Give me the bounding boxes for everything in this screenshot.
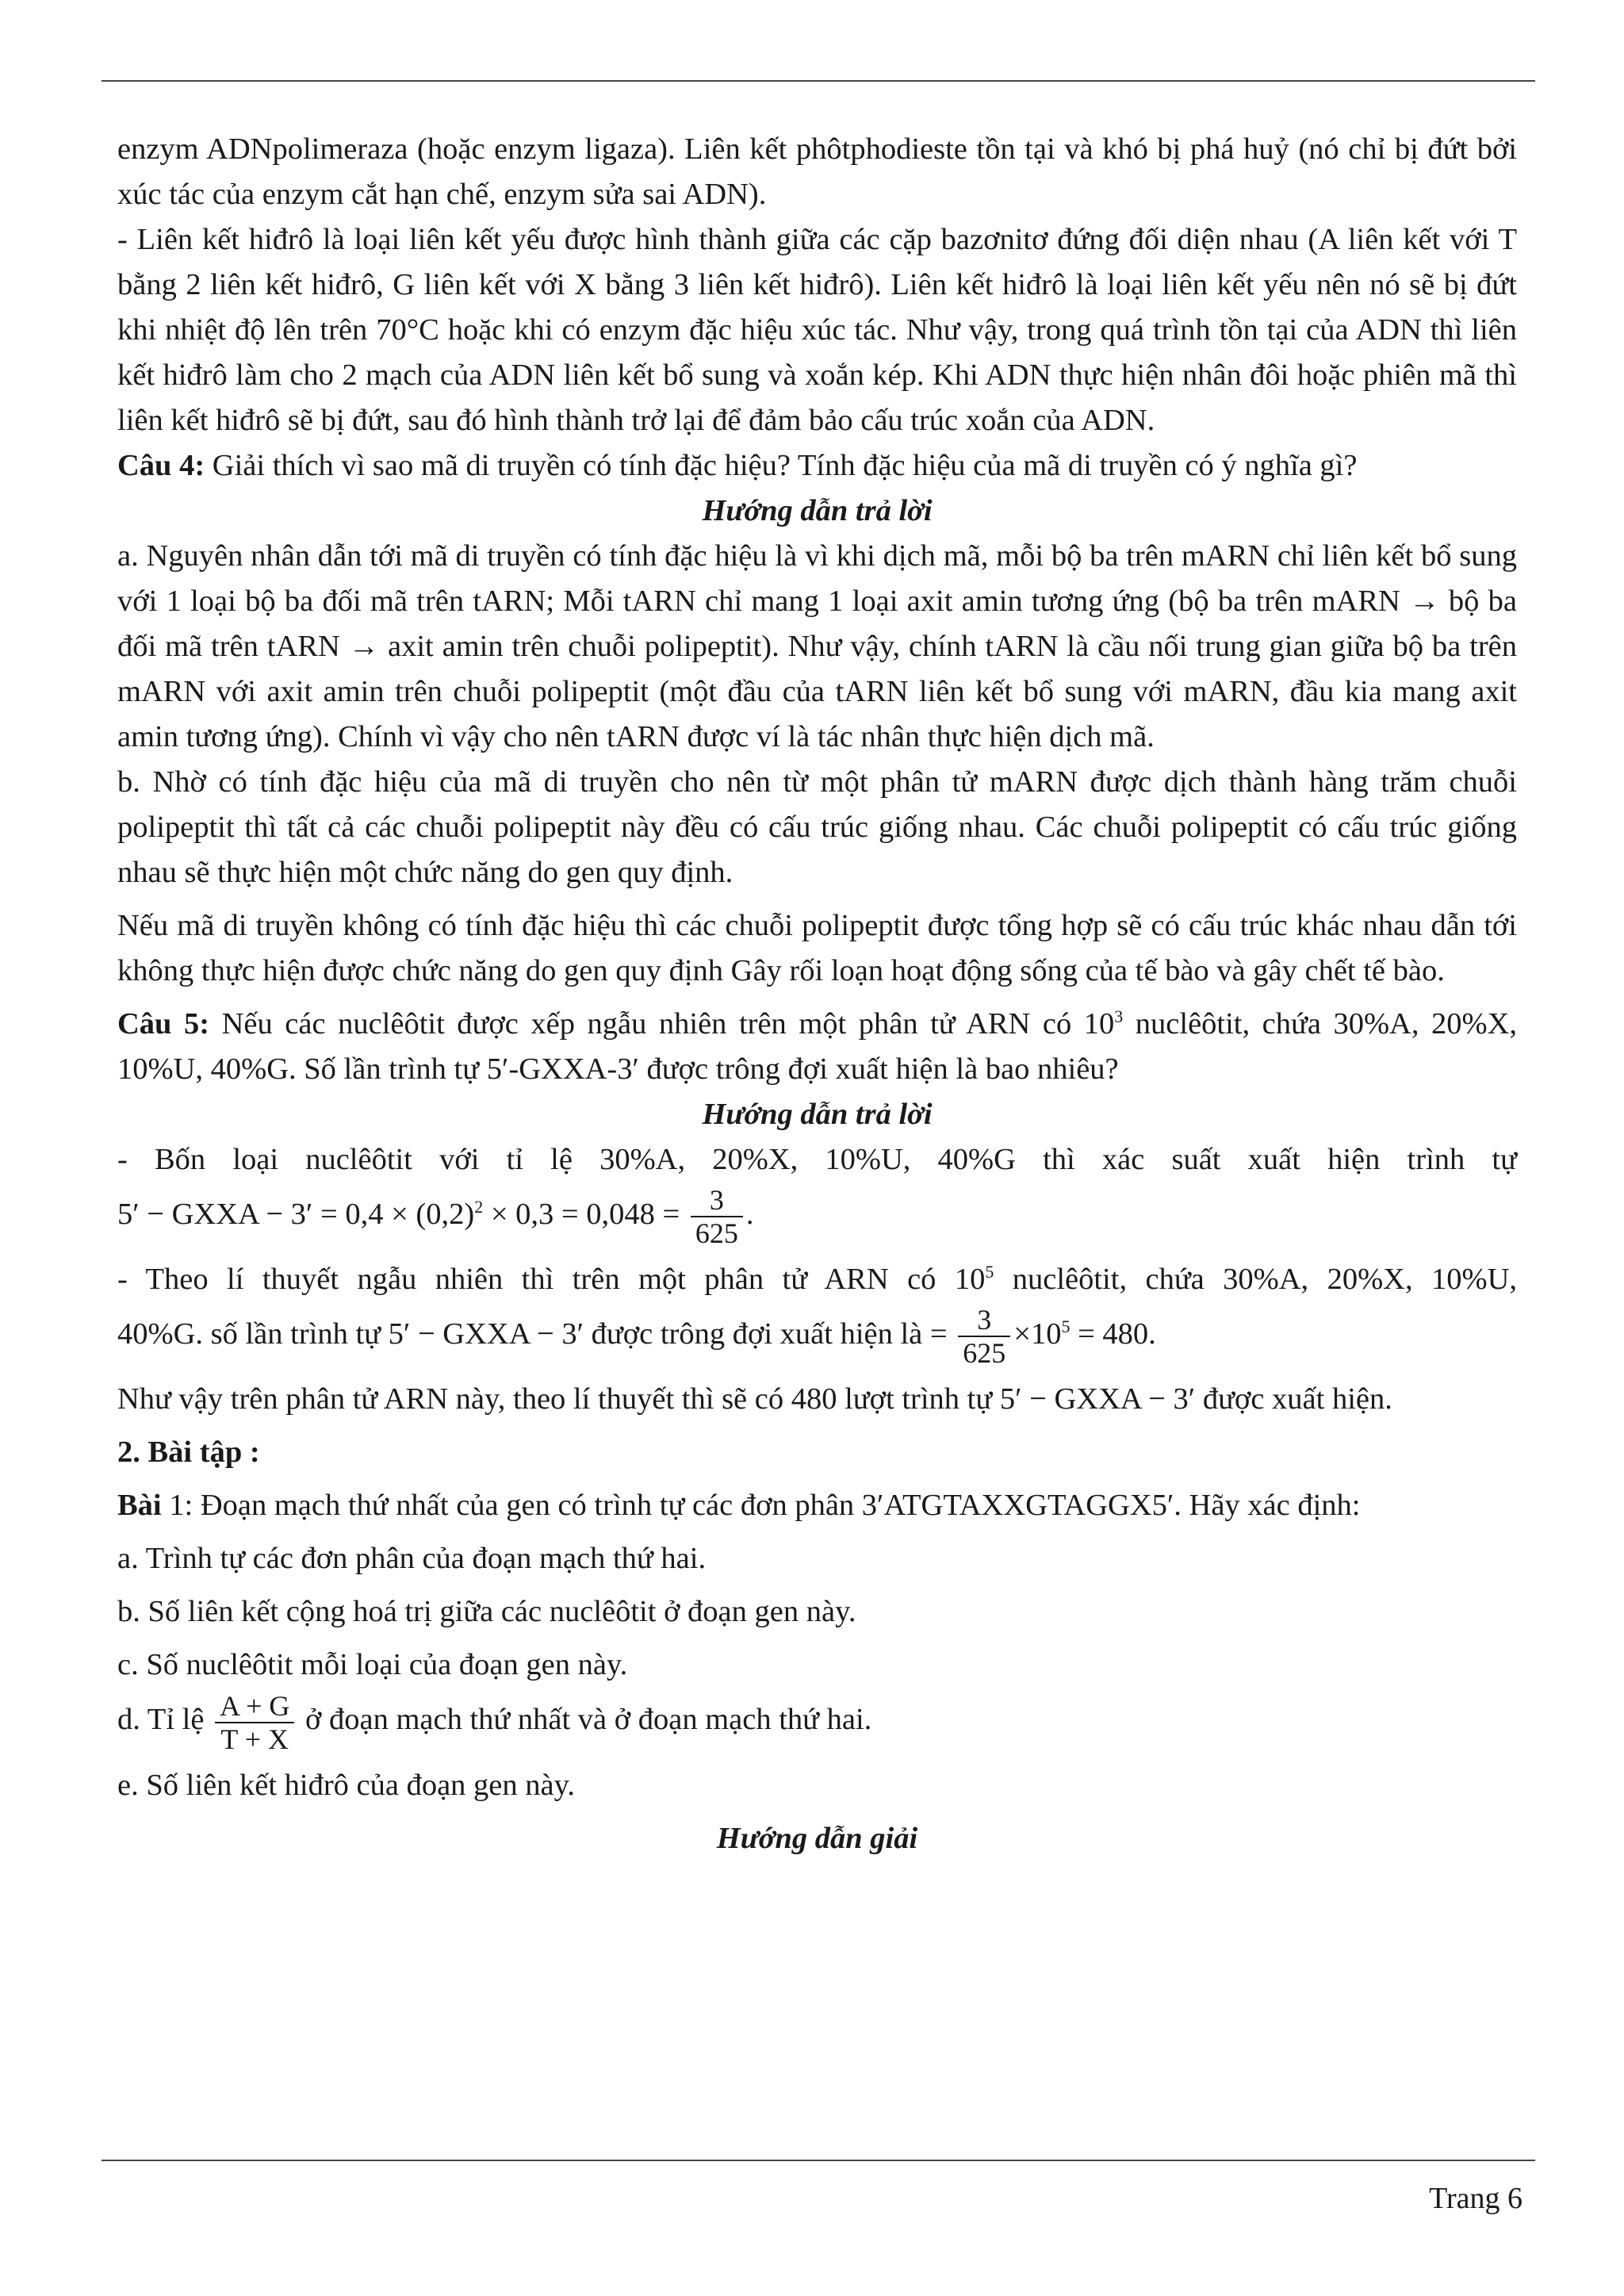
exercise-1c: c. Số nuclêôtit mỗi loại của đoạn gen này. xyxy=(117,1648,628,1682)
question-4 xyxy=(117,443,1517,489)
exercise-1-label: Bài xyxy=(117,1489,162,1523)
fraction-3-625-b: $\frac{3}{625}$ xyxy=(958,1304,1010,1369)
answer-5-conclusion: Như vậy trên phân tử ARN này, theo lí thuyết thì sẽ có 480 lượt trình tự 5′ − GXXA − 3′ được xuất hiện. xyxy=(117,1382,1392,1416)
header-rule xyxy=(102,80,1535,82)
answer-heading-5: Hướng dẫn trả lời xyxy=(702,1098,933,1131)
fraction-ag-tx: $\frac{A + G}{T + X}$ xyxy=(215,1690,294,1755)
answer-4a: a. Nguyên nhân dẫn tới mã di truyền có tính đặc hiệu là vì khi dịch mã, mỗi bộ ba trên mARN chỉ liên kết bổ sung với 1 loại bộ ba đối mã trên tARN; Mỗi tARN chỉ mang 1 loại axit amin tương ứng (bộ ba trên mARN → bộ ba đối mã trên tARN → axit amin trên chuỗi polipeptit). Như vậy, chính tARN là cầu nối trung gian giữa bộ ba trên mARN với axit amin trên chuỗi polipeptit (một đầu của tARN liên kết bổ sung với mARN, đầu kia mang axit amin tương ứng). Chính vì vậy cho nên tARN được ví là tác nhân thực hiện dịch mã. xyxy=(117,539,1517,753)
page-number: Trang 6 xyxy=(1429,2182,1522,2215)
answer-4c: Nếu mã di truyền không có tính đặc hiệu thì các chuỗi polipeptit được tổng hợp sẽ có cấu trúc khác nhau dẫn tới không thực hiện được chức năng do gen quy định Gây rối loạn hoạt động sống của tế bào và gây chết tế bào. xyxy=(117,909,1517,987)
question-4-label: Câu 4: xyxy=(117,449,205,482)
exercise-1e: e. Số liên kết hiđrô của đoạn gen này. xyxy=(117,1768,575,1802)
question-5: Câu 5: Nếu các nuclêôtit được xếp ngẫu nhiên trên một phân tử ARN có $10^3$ nuclêôtit, chứa 30%A, 20%X, 10%U, 40%G. Số lần trình tự 5′-GXXA-3′ được trông đợi xuất hiện là bao nhiêu? xyxy=(117,1006,1518,1086)
fraction-3-625: $\frac{3}{625}$ xyxy=(691,1184,743,1249)
page-content xyxy=(117,127,1517,1861)
footer-rule xyxy=(102,2160,1535,2161)
answer-5-formula: 5′ − GXXA − $3' = 0,4 \times (0,2)^2 \times 0,3 = 0,048$ = $\frac{3}{625}$ . xyxy=(117,1184,754,1250)
paragraph-phosphodiester: enzym ADNpolimeraza (hoặc enzym ligaza). Liên kết phôtphodieste tồn tại và khó bị phá huỷ (nó chỉ bị đứt bởi xúc tác của enzym cắt hạn chế, enzym sửa sai ADN). xyxy=(117,132,1517,211)
question-4-text: Giải thích vì sao mã di truyền có tính đặc hiệu? Tính đặc hiệu của mã di truyền có ý nghĩa gì? xyxy=(205,449,1358,482)
paragraph-hydrogen-bond: - Liên kết hiđrô là loại liên kết yếu được hình thành giữa các cặp bazơnitơ đứng đối diện nhau (A liên kết với T bằng 2 liên kết hiđrô, G liên kết với X bằng 3 liên kết hiđrô). Liên kết hiđrô là loại liên kết yếu nên nó sẽ bị đứt khi nhiệt độ lên trên 70°C hoặc khi có enzym đặc hiệu xúc tác. Như vậy, trong quá trình tồn tại của ADN thì liên kết hiđrô làm cho 2 mạch của ADN liên kết bổ sung và xoắn kép. Khi ADN thực hiện nhân đôi hoặc phiên mã thì liên kết hiđrô sẽ bị đứt, sau đó hình thành trở lại để đảm bảo cấu trúc xoắn của ADN. xyxy=(117,223,1517,437)
section-heading-exercises: 2. Bài tập : xyxy=(117,1435,260,1470)
answer-4b: b. Nhờ có tính đặc hiệu của mã di truyền cho nên từ một phân tử mARN được dịch thành hàng trăm chuỗi polipeptit thì tất cả các chuỗi polipeptit này đều có cấu trúc giống nhau. Các chuỗi polipeptit có cấu trúc giống nhau sẽ thực hiện một chức năng do gen quy định. xyxy=(117,765,1517,889)
answer-5-line3: 40%G. số lần trình tự 5′ − GXXA − 3′ được trông đợi xuất hiện là = $\frac{3}{625}$ $\times 10^5 = 480$. xyxy=(117,1304,1156,1370)
answer-heading-4: Hướng dẫn trả lời xyxy=(702,494,933,527)
exercise-1b: b. Số liên kết cộng hoá trị giữa các nuclêôtit ở đoạn gen này. xyxy=(117,1595,856,1629)
solution-heading: Hướng dẫn giải xyxy=(716,1821,918,1855)
answer-5-line1: - Bốn loại nuclêôtit với tỉ lệ 30%A, 20%X, 10%U, 40%G thì xác suất xuất hiện trình tự xyxy=(117,1143,1517,1176)
exercise-1a: a. Trình tự các đơn phân của đoạn mạch thứ hai. xyxy=(117,1542,707,1576)
exercise-1d: d. Tỉ lệ $\frac{A + G}{T + X}$ ở đoạn mạch thứ nhất và ở đoạn mạch thứ hai. xyxy=(117,1689,872,1755)
question-5-label: Câu 5: xyxy=(117,1007,210,1041)
exercise-1: Bài 1: Đoạn mạch thứ nhất của gen có trình tự các đơn phân 3′ATGTAXXGTAGGX5′. Hãy xác định: xyxy=(117,1489,1361,1523)
answer-5-line2: - Theo lí thuyết ngẫu nhiên thì trên một phân tử ARN có $10^5$ nuclêôtit, chứa 30%A, 20%X, 10%U, xyxy=(117,1262,1517,1297)
